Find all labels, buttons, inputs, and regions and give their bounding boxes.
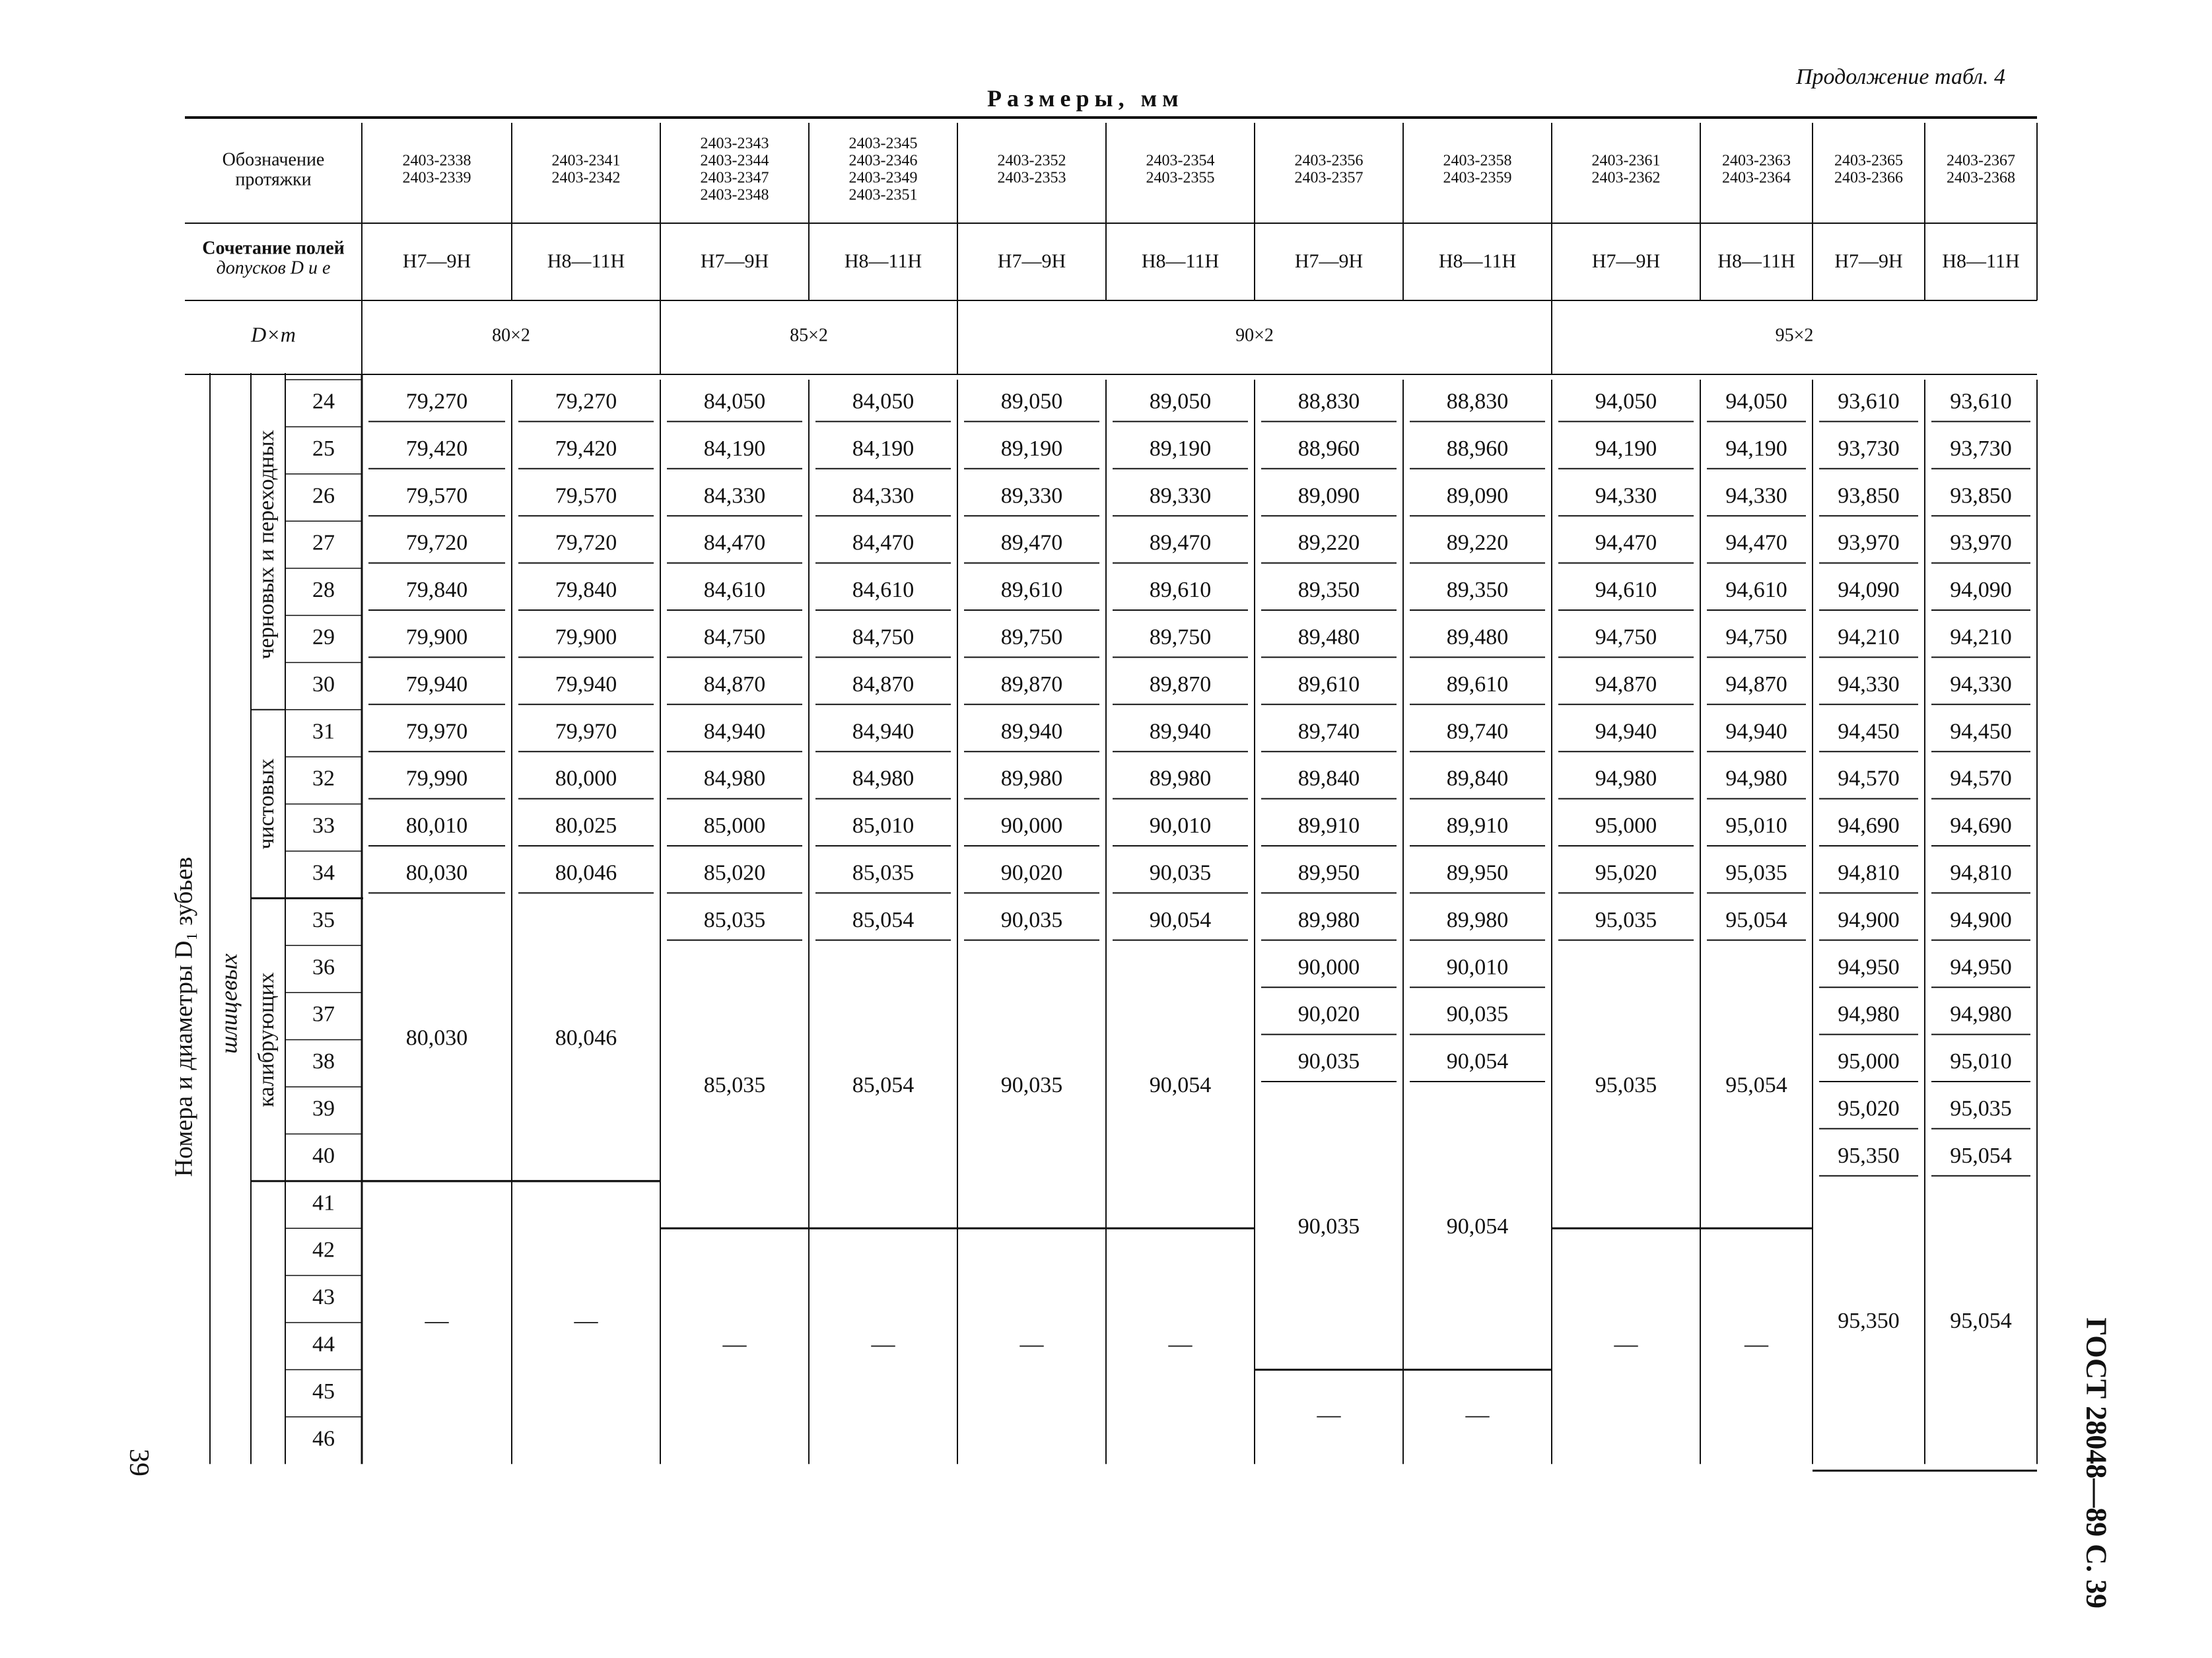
cell-value: 94,190 — [1725, 436, 1787, 461]
cell-value: 94,330 — [1725, 483, 1787, 508]
designation-4: 2403-2346 — [848, 152, 918, 170]
cell-value: 84,190 — [852, 436, 915, 461]
tooth-number: 40 — [312, 1143, 335, 1168]
tooth-number: 24 — [312, 389, 335, 414]
merged-value: 80,046 — [555, 1025, 617, 1051]
cell-value: 94,980 — [1838, 1002, 1900, 1027]
tooth-number: 39 — [312, 1096, 335, 1121]
cell-value: 93,850 — [1838, 483, 1900, 508]
cell-value: 95,054 — [1725, 907, 1787, 932]
designation-7: 2403-2357 — [1294, 169, 1364, 187]
cell-value: 89,220 — [1297, 530, 1360, 555]
cell-value: 89,610 — [1297, 672, 1360, 697]
dash-cell: — — [1168, 1330, 1192, 1357]
cell-value: 79,420 — [555, 436, 617, 461]
designation-3: 2403-2344 — [700, 152, 769, 170]
designation-10: 2403-2364 — [1722, 169, 1791, 187]
cell-value: 95,020 — [1595, 860, 1657, 885]
cell-value: 89,980 — [1446, 907, 1509, 932]
cell-value: 79,940 — [405, 672, 468, 697]
cell-value: 94,210 — [1838, 625, 1900, 650]
dash-cell: — — [871, 1330, 895, 1357]
dash-cell: — — [1614, 1330, 1638, 1357]
tolerance-label: допусков D и e — [216, 258, 331, 279]
cell-value: 80,000 — [555, 766, 617, 791]
cell-value: 79,970 — [405, 719, 468, 744]
cell-value: 79,270 — [555, 389, 617, 414]
cell-value: 94,610 — [1725, 578, 1787, 603]
cell-value: 89,190 — [1149, 436, 1212, 461]
cell-value: 89,090 — [1446, 483, 1509, 508]
tooth-number: 25 — [312, 436, 335, 461]
tolerance-label: Сочетание полей — [202, 238, 345, 259]
cell-value: 89,090 — [1297, 483, 1360, 508]
tooth-number: 41 — [312, 1191, 335, 1216]
cell-value: 94,900 — [1838, 907, 1900, 932]
designation-11: 2403-2365 — [1834, 152, 1903, 170]
designation-label: Обозначение — [222, 149, 325, 170]
cell-value: 84,050 — [703, 389, 766, 414]
cell-value: 89,940 — [1000, 719, 1063, 744]
dash-cell: — — [574, 1307, 598, 1334]
cell-value: 94,330 — [1838, 672, 1900, 697]
cell-value: 94,210 — [1950, 625, 2012, 650]
merged-value: 90,035 — [1000, 1072, 1063, 1097]
cell-value: 89,470 — [1149, 530, 1212, 555]
designation-2: 2403-2341 — [551, 152, 621, 170]
cell-value: 94,750 — [1595, 625, 1657, 650]
tooth-number: 32 — [312, 766, 335, 791]
cell-value: 89,350 — [1446, 578, 1509, 603]
cell-value: 95,000 — [1595, 813, 1657, 839]
cell-value: 84,980 — [852, 766, 915, 791]
cell-value: 94,450 — [1950, 719, 2012, 744]
cell-value: 95,020 — [1838, 1096, 1900, 1121]
cell-value: 94,330 — [1950, 672, 2012, 697]
merged-value: 95,035 — [1595, 1072, 1657, 1097]
cell-value: 84,750 — [703, 625, 766, 650]
cell-value: 95,035 — [1725, 860, 1787, 885]
cell-value: 80,010 — [405, 813, 468, 839]
cell-value: 79,970 — [555, 719, 617, 744]
designation-9: 2403-2362 — [1591, 169, 1661, 187]
dash-cell: — — [1020, 1330, 1044, 1357]
cell-value: 94,940 — [1595, 719, 1657, 744]
cell-value: 84,940 — [852, 719, 915, 744]
cell-value: 88,830 — [1297, 389, 1360, 414]
cell-value: 95,035 — [1950, 1096, 2012, 1121]
tolerance-10: H8—11H — [1717, 250, 1795, 272]
cell-value: 90,020 — [1000, 860, 1063, 885]
cell-value: 94,610 — [1595, 578, 1657, 603]
group-label-calib: калибрующих — [254, 972, 279, 1107]
vertical-label-sub: шлицевых — [215, 953, 242, 1054]
tooth-number: 35 — [312, 907, 335, 932]
cell-value: 95,350 — [1838, 1143, 1900, 1168]
cell-value: 79,420 — [405, 436, 468, 461]
tooth-number: 44 — [312, 1332, 335, 1357]
cell-value: 94,470 — [1725, 530, 1787, 555]
cell-value: 94,050 — [1725, 389, 1787, 414]
cell-value: 89,910 — [1446, 813, 1509, 839]
cell-value: 89,910 — [1297, 813, 1360, 839]
cell-value: 89,610 — [1149, 578, 1212, 603]
cell-value: 94,190 — [1595, 436, 1657, 461]
cell-value: 94,980 — [1725, 766, 1787, 791]
dxm-group-3: 90×2 — [1235, 325, 1274, 346]
tooth-number: 45 — [312, 1379, 335, 1404]
cell-value: 85,020 — [703, 860, 766, 885]
tooth-number: 30 — [312, 672, 335, 697]
cell-value: 84,870 — [852, 672, 915, 697]
page-number: 39 — [123, 1449, 154, 1476]
cell-value: 94,570 — [1838, 766, 1900, 791]
designation-5: 2403-2352 — [997, 152, 1066, 170]
merged-value: 95,350 — [1838, 1308, 1900, 1333]
cell-value: 84,050 — [852, 389, 915, 414]
cell-value: 89,190 — [1000, 436, 1063, 461]
cell-value: 84,940 — [703, 719, 766, 744]
cell-value: 95,035 — [1595, 907, 1657, 932]
designation-3: 2403-2348 — [700, 186, 769, 204]
dxm-group-2: 85×2 — [790, 325, 828, 346]
cell-value: 94,470 — [1595, 530, 1657, 555]
designation-6: 2403-2355 — [1146, 169, 1215, 187]
cell-value: 93,970 — [1950, 530, 2012, 555]
cell-value: 88,830 — [1446, 389, 1509, 414]
cell-value: 90,035 — [1297, 1049, 1360, 1074]
cell-value: 84,980 — [703, 766, 766, 791]
designation-5: 2403-2353 — [997, 169, 1066, 187]
cell-value: 88,960 — [1297, 436, 1360, 461]
merged-value: 80,030 — [405, 1025, 468, 1051]
dash-cell: — — [1465, 1401, 1490, 1428]
cell-value: 89,610 — [1446, 672, 1509, 697]
cell-value: 85,000 — [703, 813, 766, 839]
cell-value: 79,940 — [555, 672, 617, 697]
cell-value: 84,750 — [852, 625, 915, 650]
dxm-label: D×m — [251, 322, 296, 347]
cell-value: 94,750 — [1725, 625, 1787, 650]
designation-3: 2403-2347 — [700, 169, 769, 187]
cell-value: 94,980 — [1595, 766, 1657, 791]
designation-11: 2403-2366 — [1834, 169, 1903, 187]
designation-label: протяжки — [235, 169, 312, 190]
cell-value: 94,690 — [1838, 813, 1900, 839]
tolerance-4: H8—11H — [844, 250, 922, 272]
tooth-number: 31 — [312, 719, 335, 744]
cell-value: 93,970 — [1838, 530, 1900, 555]
cell-value: 79,840 — [555, 578, 617, 603]
cell-value: 95,010 — [1950, 1049, 2012, 1074]
cell-value: 94,330 — [1595, 483, 1657, 508]
designation-3: 2403-2343 — [700, 135, 769, 153]
dxm-group-1: 80×2 — [492, 325, 530, 346]
cell-value: 89,940 — [1149, 719, 1212, 744]
tooth-number: 46 — [312, 1426, 335, 1451]
cell-value: 80,025 — [555, 813, 617, 839]
tolerance-12: H8—11H — [1942, 250, 2020, 272]
cell-value: 94,940 — [1725, 719, 1787, 744]
cell-value: 89,980 — [1297, 907, 1360, 932]
cell-value: 90,054 — [1149, 907, 1212, 932]
cell-value: 93,730 — [1838, 436, 1900, 461]
dash-cell: — — [1317, 1401, 1341, 1428]
cell-value: 95,000 — [1838, 1049, 1900, 1074]
cell-value: 84,470 — [852, 530, 915, 555]
cell-value: 90,020 — [1297, 1002, 1360, 1027]
cell-value: 93,610 — [1950, 389, 2012, 414]
cell-value: 90,035 — [1446, 1002, 1509, 1027]
designation-10: 2403-2363 — [1722, 152, 1791, 170]
cell-value: 79,900 — [405, 625, 468, 650]
merged-value: 90,054 — [1149, 1072, 1212, 1097]
cell-value: 84,330 — [703, 483, 766, 508]
designation-6: 2403-2354 — [1146, 152, 1215, 170]
tooth-number: 28 — [312, 578, 335, 603]
tooth-number: 26 — [312, 483, 335, 508]
dash-cell: — — [1745, 1330, 1768, 1357]
cell-value: 84,470 — [703, 530, 766, 555]
tooth-number: 42 — [312, 1237, 335, 1262]
tooth-number: 27 — [312, 530, 335, 555]
cell-value: 94,870 — [1725, 672, 1787, 697]
cell-value: 89,480 — [1446, 625, 1509, 650]
cell-value: 84,330 — [852, 483, 915, 508]
designation-8: 2403-2358 — [1443, 152, 1512, 170]
cell-value: 89,950 — [1446, 860, 1509, 885]
merged-value: 95,054 — [1725, 1072, 1787, 1097]
cell-value: 85,035 — [852, 860, 915, 885]
cell-value: 95,010 — [1725, 813, 1787, 839]
cell-value: 89,480 — [1297, 625, 1360, 650]
cell-value: 80,046 — [555, 860, 617, 885]
cell-value: 94,900 — [1950, 907, 2012, 932]
cell-value: 88,960 — [1446, 436, 1509, 461]
merged-value: 90,035 — [1297, 1214, 1360, 1239]
cell-value: 94,090 — [1950, 578, 2012, 603]
designation-1: 2403-2338 — [402, 152, 471, 170]
cell-value: 79,990 — [405, 766, 468, 791]
tooth-number: 38 — [312, 1049, 335, 1074]
cell-value: 89,750 — [1000, 625, 1063, 650]
group-label-finish: чистовых — [254, 758, 279, 850]
designation-7: 2403-2356 — [1294, 152, 1364, 170]
cell-value: 90,035 — [1149, 860, 1212, 885]
cell-value: 85,010 — [852, 813, 915, 839]
tolerance-11: H7—9H — [1834, 250, 1903, 272]
cell-value: 89,840 — [1446, 766, 1509, 791]
cell-value: 90,035 — [1000, 907, 1063, 932]
cell-value: 94,450 — [1838, 719, 1900, 744]
cell-value: 89,050 — [1149, 389, 1212, 414]
designation-12: 2403-2367 — [1947, 152, 2015, 170]
cell-value: 85,054 — [852, 907, 915, 932]
cell-value: 89,950 — [1297, 860, 1360, 885]
cell-value: 79,570 — [405, 483, 468, 508]
group-label-rough: черновых и переходных — [254, 430, 279, 660]
cell-value: 89,740 — [1297, 719, 1360, 744]
cell-value: 89,750 — [1149, 625, 1212, 650]
tooth-number: 43 — [312, 1285, 335, 1310]
designation-4: 2403-2345 — [848, 135, 918, 153]
dxm-group-4: 95×2 — [1775, 325, 1814, 346]
cell-value: 95,054 — [1950, 1143, 2012, 1168]
tooth-number: 29 — [312, 625, 335, 650]
tolerance-6: H8—11H — [1141, 250, 1220, 272]
merged-value: 85,035 — [703, 1072, 766, 1097]
continuation-label: Продолжение табл. 4 — [1796, 65, 2006, 89]
cell-value: 84,870 — [703, 672, 766, 697]
tooth-number: 34 — [312, 860, 335, 885]
cell-value: 94,050 — [1595, 389, 1657, 414]
cell-value: 94,980 — [1950, 1002, 2012, 1027]
cell-value: 94,810 — [1838, 860, 1900, 885]
cell-value: 93,850 — [1950, 483, 2012, 508]
merged-value: 85,054 — [852, 1072, 915, 1097]
cell-value: 89,610 — [1000, 578, 1063, 603]
designation-12: 2403-2368 — [1947, 169, 2015, 187]
cell-value: 89,870 — [1149, 672, 1212, 697]
cell-value: 94,570 — [1950, 766, 2012, 791]
cell-value: 89,220 — [1446, 530, 1509, 555]
cell-value: 89,740 — [1446, 719, 1509, 744]
cell-value: 89,350 — [1297, 578, 1360, 603]
tolerance-2: H8—11H — [547, 250, 625, 272]
vertical-label-main: Номера и диаметры D₁ зубьев — [170, 856, 198, 1177]
dash-cell: — — [722, 1330, 747, 1357]
cell-value: 79,900 — [555, 625, 617, 650]
cell-value: 90,000 — [1297, 955, 1360, 980]
cell-value: 80,030 — [405, 860, 468, 885]
tolerance-8: H8—11H — [1438, 250, 1517, 272]
cell-value: 94,870 — [1595, 672, 1657, 697]
merged-value: 95,054 — [1950, 1308, 2012, 1333]
designation-8: 2403-2359 — [1443, 169, 1512, 187]
cell-value: 89,980 — [1000, 766, 1063, 791]
tolerance-3: H7—9H — [700, 250, 769, 272]
tooth-number: 37 — [312, 1002, 335, 1027]
designation-1: 2403-2339 — [402, 169, 471, 187]
cell-value: 89,050 — [1000, 389, 1063, 414]
cell-value: 94,950 — [1838, 955, 1900, 980]
cell-value: 79,270 — [405, 389, 468, 414]
cell-value: 79,570 — [555, 483, 617, 508]
tooth-number: 36 — [312, 955, 335, 980]
cell-value: 94,950 — [1950, 955, 2012, 980]
cell-value: 93,610 — [1838, 389, 1900, 414]
cell-value: 84,610 — [852, 578, 915, 603]
cell-value: 89,840 — [1297, 766, 1360, 791]
tolerance-7: H7—9H — [1294, 250, 1364, 272]
cell-value: 90,054 — [1446, 1049, 1509, 1074]
tolerance-5: H7—9H — [997, 250, 1066, 272]
cell-value: 89,980 — [1149, 766, 1212, 791]
cell-value: 84,610 — [703, 578, 766, 603]
merged-value: 90,054 — [1446, 1214, 1509, 1239]
cell-value: 89,330 — [1000, 483, 1063, 508]
cell-value: 79,720 — [555, 530, 617, 555]
table-title: Размеры, мм — [987, 85, 1184, 112]
cell-value: 89,870 — [1000, 672, 1063, 697]
cell-value: 89,330 — [1149, 483, 1212, 508]
cell-value: 94,810 — [1950, 860, 2012, 885]
cell-value: 84,190 — [703, 436, 766, 461]
cell-value: 94,690 — [1950, 813, 2012, 839]
cell-value: 79,840 — [405, 578, 468, 603]
cell-value: 90,010 — [1446, 955, 1509, 980]
cell-value: 90,010 — [1149, 813, 1212, 839]
designation-2: 2403-2342 — [551, 169, 621, 187]
cell-value: 94,090 — [1838, 578, 1900, 603]
cell-value: 89,470 — [1000, 530, 1063, 555]
cell-value: 90,000 — [1000, 813, 1063, 839]
gost-label: ГОСТ 28048—89 С. 39 — [2080, 1317, 2113, 1609]
designation-9: 2403-2361 — [1591, 152, 1661, 170]
tolerance-1: H7—9H — [402, 250, 471, 272]
cell-value: 93,730 — [1950, 436, 2012, 461]
cell-value: 85,035 — [703, 907, 766, 932]
tolerance-9: H7—9H — [1591, 250, 1661, 272]
designation-4: 2403-2351 — [848, 186, 918, 204]
cell-value: 79,720 — [405, 530, 468, 555]
designation-4: 2403-2349 — [848, 169, 918, 187]
tooth-number: 33 — [312, 813, 335, 839]
dash-cell: — — [425, 1307, 449, 1334]
